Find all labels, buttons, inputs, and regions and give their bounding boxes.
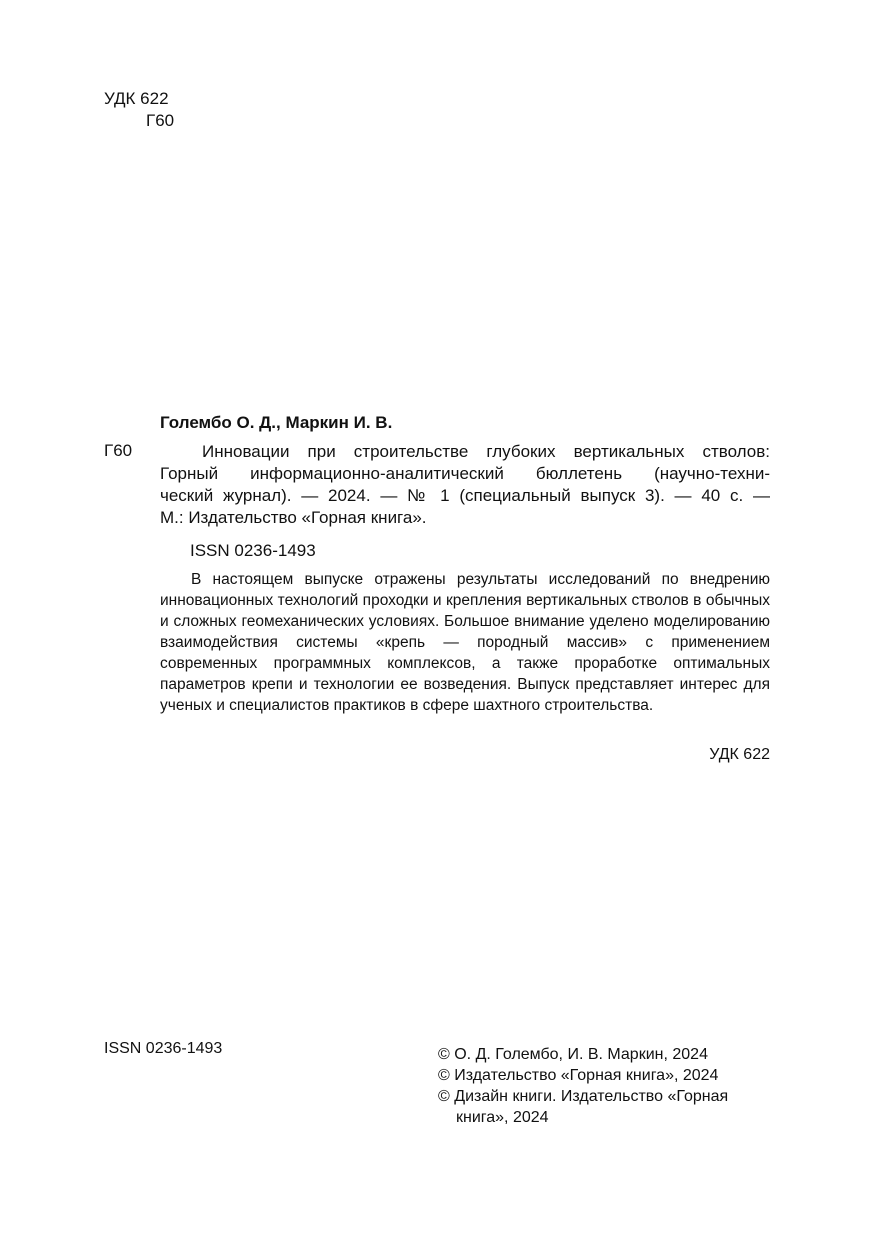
description-line: Горный информационно-аналитический бюллетень (научно-техни- [160, 464, 770, 483]
entry-classification-code: Г60 [104, 441, 133, 460]
copyright-line: © Дизайн книги. Издательство «Горная книга», 2024 [438, 1088, 729, 1126]
classification-code: Г60 [146, 111, 175, 130]
copyright-line: © О. Д. Голембо, И. В. Маркин, 2024 [438, 1046, 708, 1063]
udk-right: УДК 622 [709, 746, 770, 763]
udk-header [104, 88, 174, 132]
udk-label: УДК 622 [104, 89, 169, 108]
copyright-line: © Издательство «Горная книга», 2024 [438, 1067, 719, 1084]
abstract-text: В настоящем выпуске отражены результаты исследований по внедрению инновационных технологий проходки и крепления вертикальных стволов в обычных и сложных геомеханических условиях. Большое внимание уделено моделированию взаимодействия системы «крепь — породный массив» с применением современных программных комплексов, а также проработке оптимальных параметров крепи и технологии ее возведения. Выпуск представляет интерес для ученых и специалистов практиков в сфере шахтного строительства. [160, 571, 770, 714]
abstract [160, 569, 770, 716]
description-line: Инновации при строительстве глубоких вертикальных стволов: [202, 442, 770, 461]
issn: ISSN 0236-1493 [190, 541, 316, 560]
authors: Голембо О. Д., Маркин И. В. [160, 413, 393, 432]
copyright-block [438, 1044, 778, 1128]
description-line: ческий журнал). — 2024. — № 1 (специальный выпуск 3). — 40 с. — [160, 486, 770, 505]
bibliographic-description [160, 441, 770, 529]
description-line: М.: Издательство «Горная книга». [160, 508, 427, 527]
issn-footer: ISSN 0236-1493 [104, 1040, 223, 1057]
